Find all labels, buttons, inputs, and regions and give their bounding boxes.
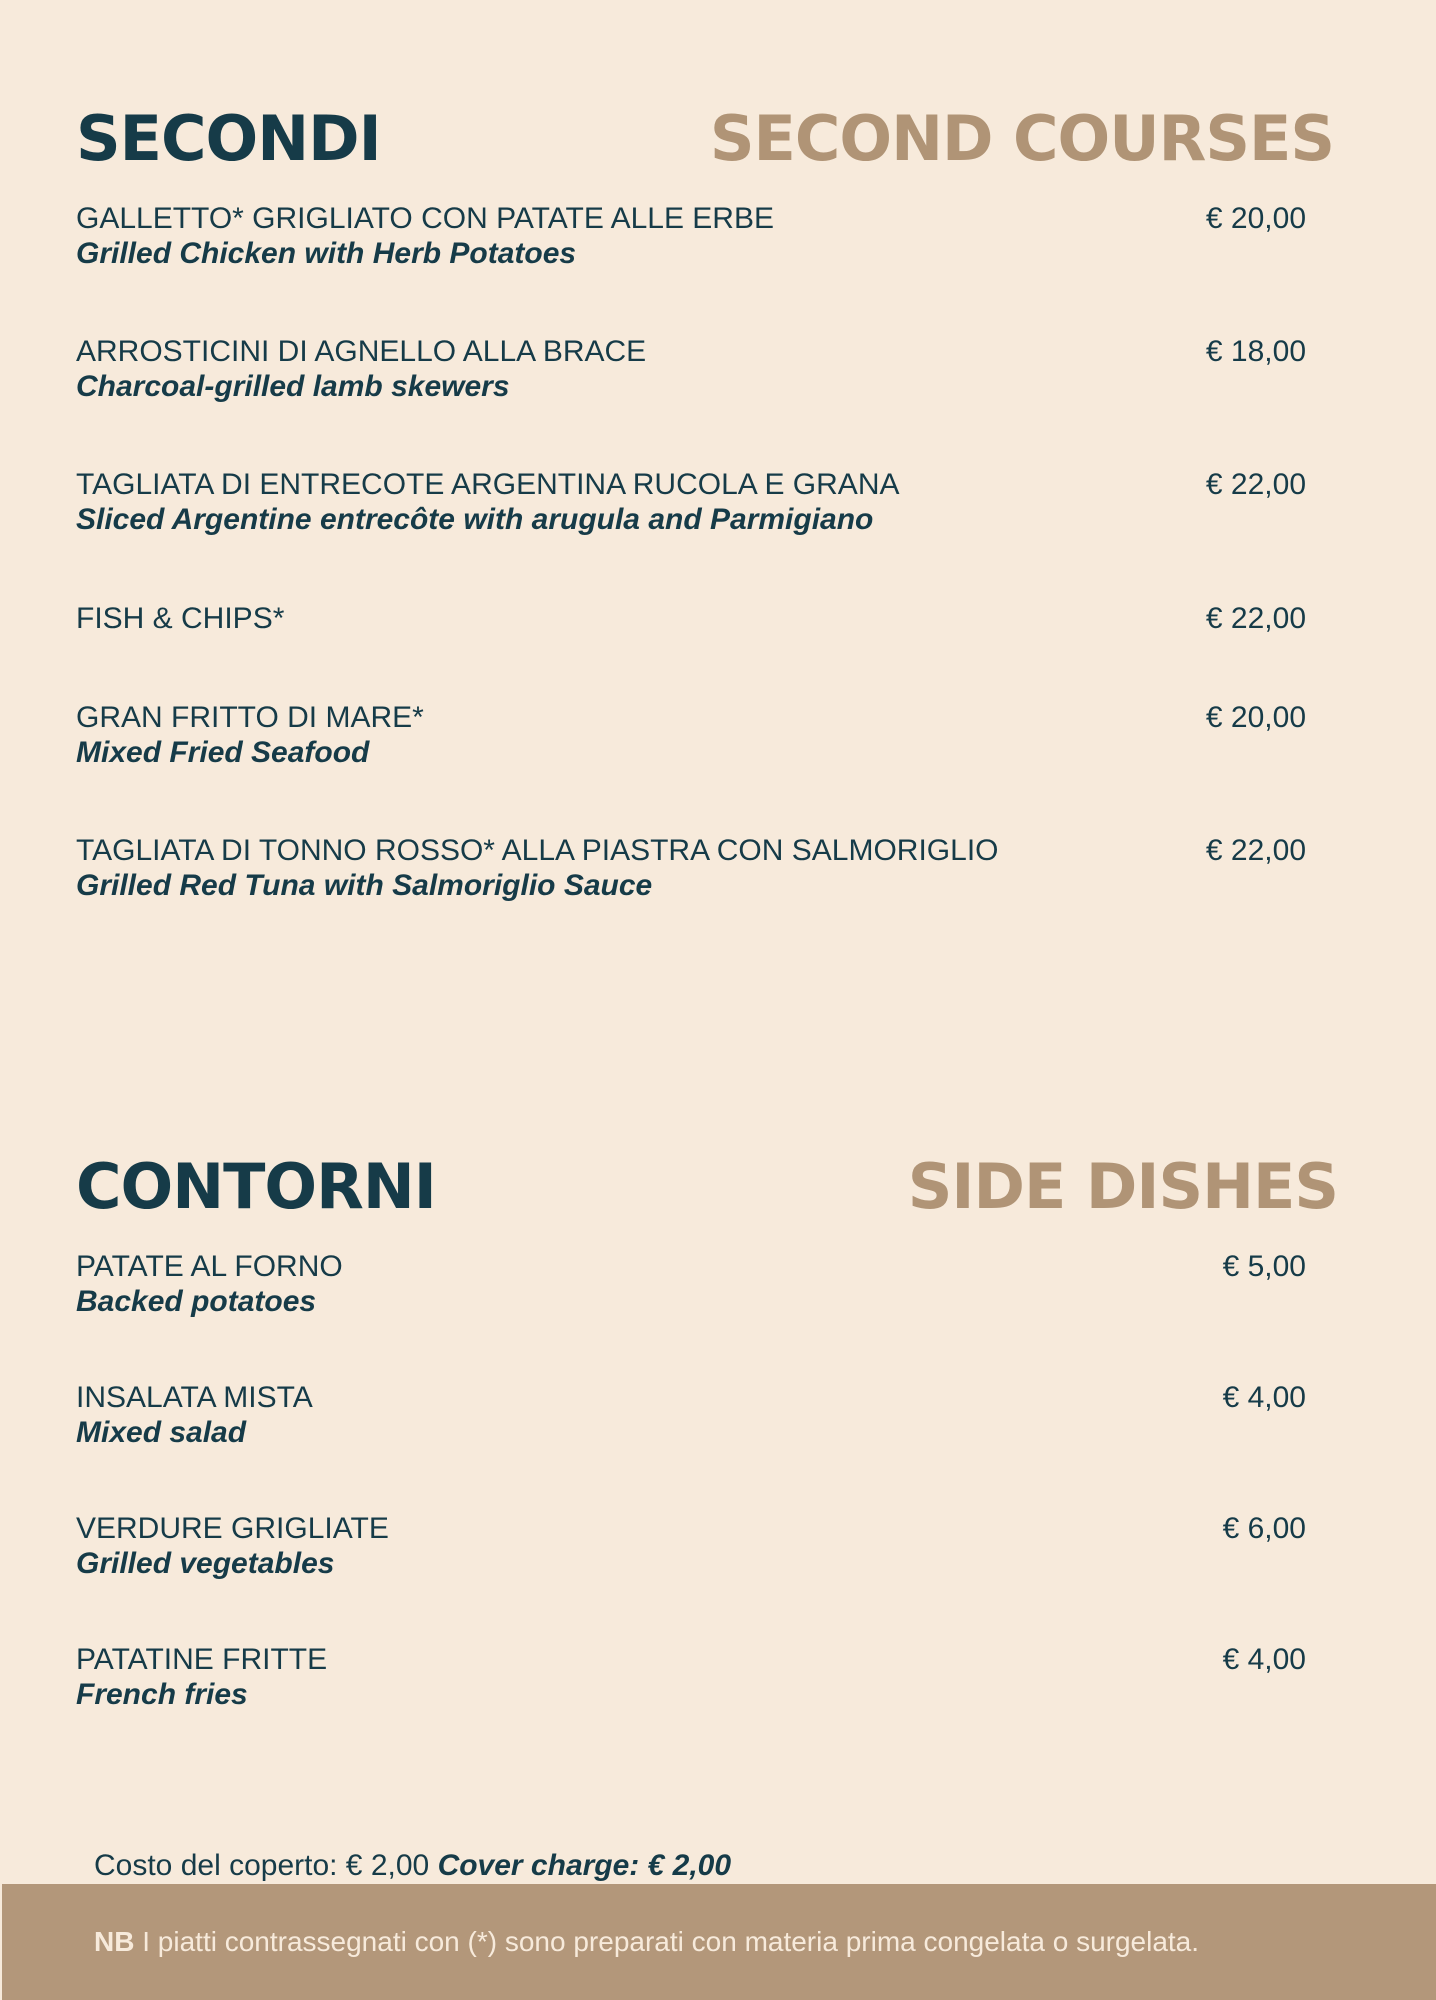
menu-item	[76, 1381, 1306, 1451]
item-translation: Sliced Argentine entrecôte with arugula and Parmigiano	[76, 503, 874, 536]
menu-item	[76, 1512, 1306, 1582]
item-price: € 22,00	[1205, 602, 1306, 635]
item-translation: Mixed Fried Seafood	[76, 736, 370, 769]
item-price: € 20,00	[1205, 202, 1306, 235]
footer-note	[94, 1924, 1199, 1960]
section-title-side-dishes: SIDE DISHES	[907, 1150, 1338, 1223]
item-name: GRAN FRITTO DI MARE*	[76, 701, 424, 734]
menu-item	[76, 468, 1306, 538]
item-price: € 18,00	[1205, 335, 1306, 368]
item-translation: Grilled Red Tuna with Salmoriglio Sauce	[76, 869, 653, 902]
item-name: FISH & CHIPS*	[76, 602, 285, 635]
item-translation: Backed potatoes	[76, 1285, 317, 1318]
menu-item	[76, 1643, 1306, 1713]
item-price: € 4,00	[1222, 1643, 1306, 1676]
item-translation: Grilled Chicken with Herb Potatoes	[76, 237, 577, 270]
item-translation: French fries	[76, 1678, 248, 1711]
item-translation: Charcoal-grilled lamb skewers	[76, 370, 510, 403]
menu-item	[76, 1250, 1306, 1320]
item-name: ARROSTICINI DI AGNELLO ALLA BRACE	[76, 335, 647, 368]
footer-nb-label: NB	[94, 1926, 135, 1957]
item-name: GALLETTO* GRIGLIATO CON PATATE ALLE ERBE	[76, 202, 774, 235]
menu-item	[76, 202, 1306, 272]
footer-note-text: I piatti contrassegnati con (*) sono preparati con materia prima congelata o surgelata.	[142, 1926, 1200, 1957]
item-price: € 6,00	[1222, 1512, 1306, 1545]
footer-note-bar	[2, 1884, 1436, 2000]
section-title-contorni: CONTORNI	[76, 1150, 436, 1223]
section-title-secondi: SECONDI	[76, 102, 381, 175]
menu-item	[76, 335, 1306, 405]
menu-item	[76, 602, 1306, 636]
item-name: TAGLIATA DI ENTRECOTE ARGENTINA RUCOLA E GRANA	[76, 468, 900, 501]
section-title-second-courses: SECOND COURSES	[709, 102, 1334, 175]
item-price: € 5,00	[1222, 1250, 1306, 1283]
cover-charge-en: Cover charge: € 2,00	[437, 1849, 732, 1882]
item-price: € 20,00	[1205, 701, 1306, 734]
item-name: PATATINE FRITTE	[76, 1643, 328, 1676]
item-translation: Mixed salad	[76, 1416, 247, 1449]
item-name: VERDURE GRIGLIATE	[76, 1512, 389, 1545]
cover-charge	[94, 1846, 731, 1886]
item-name: INSALATA MISTA	[76, 1381, 313, 1414]
item-price: € 22,00	[1205, 468, 1306, 501]
cover-charge-it: Costo del coperto: € 2,00	[94, 1849, 430, 1882]
item-translation: Grilled vegetables	[76, 1547, 335, 1580]
item-name: PATATE AL FORNO	[76, 1250, 343, 1283]
menu-item	[76, 834, 1306, 904]
item-price: € 22,00	[1205, 834, 1306, 867]
item-name: TAGLIATA DI TONNO ROSSO* ALLA PIASTRA CON SALMORIGLIO	[76, 834, 999, 867]
item-price: € 4,00	[1222, 1381, 1306, 1414]
menu-item	[76, 701, 1306, 771]
